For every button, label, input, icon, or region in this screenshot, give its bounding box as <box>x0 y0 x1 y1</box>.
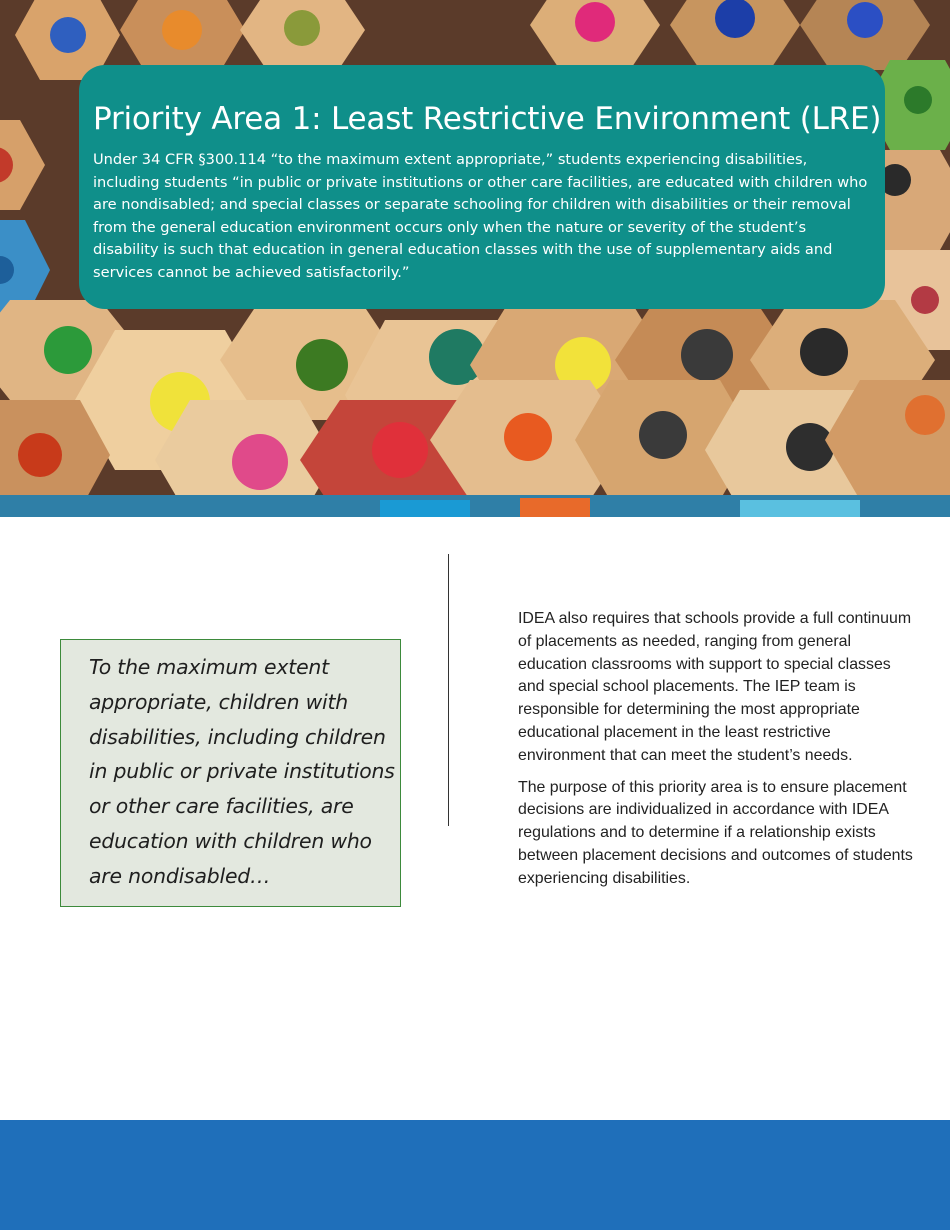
paragraph-continuum: IDEA also requires that schools provide a full continuum of placements as needed, ranging from general education classrooms with support to special classes and special school placements. The IEP team is responsible for determining the most appropriate educational placement in the least restrictive environment that can meet the student’s needs. <box>518 610 912 764</box>
hero-image <box>0 0 950 517</box>
right-column <box>518 608 918 900</box>
column-divider <box>448 554 449 826</box>
title-card-body: Under 34 CFR §300.114 “to the maximum extent appropriate,” students experiencing disabilities, including students “in public or private institutions or other care facilities, are educated with children who are nondisabled; and special classes or separate schooling for children with disabilities or their removal from the general education environment occurs only when the nature or severity of the student’s disability is such that education in general education classes with the use of supplementary aids and services cannot be achieved satisfactorily.” <box>93 151 868 281</box>
page-title: Priority Area 1: Least Restrictive Environment (LRE) <box>93 101 882 137</box>
pull-quote-box <box>60 639 401 907</box>
pull-quote-text: To the maximum extent appropriate, children with disabilities, including children in public or private institutions or other care facilities, are education with children who are nondisabled… <box>89 655 395 888</box>
footer-band <box>0 1120 950 1230</box>
title-card <box>79 65 885 309</box>
paragraph-purpose: The purpose of this priority area is to ensure placement decisions are individualized in accordance with IDEA regulations and to determine if a relationship exists between placement decisions and outcomes of students experiencing disabilities. <box>518 778 913 887</box>
